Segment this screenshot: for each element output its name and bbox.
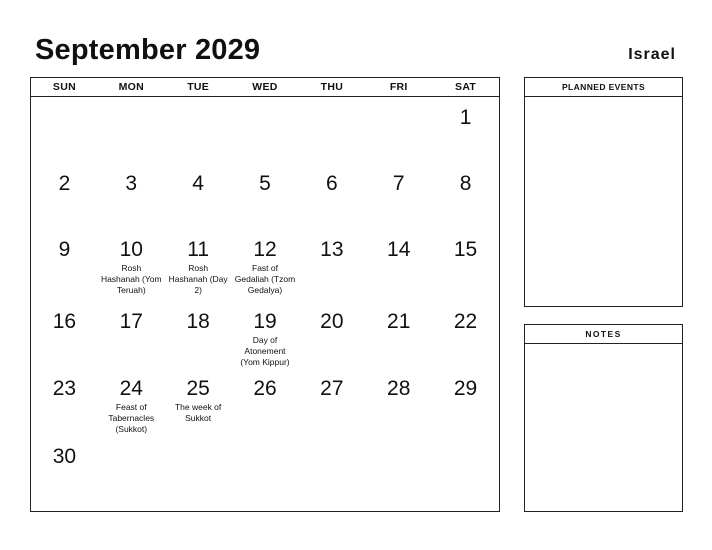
- day-cell: [298, 368, 365, 436]
- day-number: 26: [253, 377, 277, 400]
- day-grid: [31, 97, 499, 505]
- day-cell: [98, 229, 165, 301]
- day-number: 4: [192, 172, 204, 195]
- day-number: 27: [320, 377, 344, 400]
- day-cell: [365, 163, 432, 229]
- holiday-label: Feast of Tabernacles (Sukkot): [108, 402, 155, 434]
- day-cell: [165, 368, 232, 436]
- day-cell: [432, 163, 499, 229]
- day-number: 17: [119, 310, 143, 333]
- day-cell: [365, 97, 432, 163]
- day-cell: [98, 163, 165, 229]
- day-cell: [365, 368, 432, 436]
- weekday-header: SUN: [52, 81, 76, 93]
- holiday-label: Fast of Gedaliah (Tzom Gedalya): [234, 263, 296, 295]
- day-cell: [165, 436, 232, 505]
- day-cell: [98, 436, 165, 505]
- day-number: 13: [320, 238, 344, 261]
- weekday-header: THU: [320, 81, 344, 93]
- day-cell: [365, 436, 432, 505]
- day-cell: [31, 97, 98, 163]
- holiday-label: Rosh Hashanah (Yom Teruah): [100, 263, 162, 295]
- weekday-header: MON: [118, 81, 144, 93]
- day-cell: [232, 436, 299, 505]
- day-cell: [432, 229, 499, 301]
- day-number: 10: [119, 238, 143, 261]
- day-cell: [365, 229, 432, 301]
- holiday-label: Day of Atonement (Yom Kippur): [240, 335, 290, 367]
- day-number: 1: [459, 106, 472, 129]
- day-cell: [31, 163, 98, 229]
- day-number: 5: [259, 172, 271, 195]
- day-cell: [232, 163, 299, 229]
- day-cell: [298, 436, 365, 505]
- day-cell: [298, 229, 365, 301]
- day-number: 15: [453, 238, 478, 261]
- country-label: Israel: [628, 46, 676, 63]
- day-cell: [432, 301, 499, 368]
- day-number: 30: [52, 445, 77, 468]
- holiday-label: The week of Sukkot: [174, 402, 222, 423]
- planned-events-panel: [524, 77, 683, 307]
- day-number: 29: [453, 377, 478, 400]
- day-cell: [165, 229, 232, 301]
- day-cell: [432, 436, 499, 505]
- day-number: 8: [459, 172, 472, 195]
- day-cell: [31, 368, 98, 436]
- weekday-header: FRI: [389, 81, 408, 93]
- weekday-header: WED: [252, 81, 278, 93]
- day-cell: [31, 436, 98, 505]
- day-number: 22: [453, 310, 478, 333]
- day-number: 6: [326, 172, 338, 195]
- day-number: 11: [187, 238, 210, 261]
- weekday-header-row: [31, 78, 499, 97]
- holiday-label: Rosh Hashanah (Day 2): [168, 263, 228, 295]
- day-cell: [232, 97, 299, 163]
- day-number: 12: [253, 238, 277, 261]
- day-number: 25: [186, 377, 210, 400]
- day-number: 23: [52, 377, 77, 400]
- weekday-header: TUE: [187, 81, 210, 93]
- notes-panel: [524, 324, 683, 512]
- day-cell: [98, 368, 165, 436]
- day-cell: [165, 301, 232, 368]
- day-number: 14: [387, 238, 411, 261]
- day-cell: [365, 301, 432, 368]
- day-cell: [31, 301, 98, 368]
- day-cell: [165, 97, 232, 163]
- day-cell: [432, 97, 499, 163]
- day-number: 2: [58, 172, 71, 195]
- day-number: 20: [320, 310, 344, 333]
- weekday-header: SAT: [455, 81, 477, 93]
- day-cell: [298, 163, 365, 229]
- day-number: 19: [253, 310, 277, 333]
- day-number: 9: [58, 238, 71, 261]
- page-title: September 2029: [35, 34, 261, 66]
- day-cell: [298, 301, 365, 368]
- day-cell: [432, 368, 499, 436]
- notes-heading: NOTES: [525, 325, 682, 344]
- day-number: 24: [119, 377, 143, 400]
- day-cell: [165, 163, 232, 229]
- day-number: 16: [52, 310, 77, 333]
- day-number: 28: [387, 377, 411, 400]
- day-cell: [298, 97, 365, 163]
- planned-events-heading: PLANNED EVENTS: [525, 78, 682, 97]
- day-cell: [98, 97, 165, 163]
- day-cell: [232, 229, 299, 301]
- day-cell: [232, 301, 299, 368]
- calendar-grid: [30, 77, 500, 512]
- day-cell: [232, 368, 299, 436]
- day-number: 21: [387, 310, 411, 333]
- day-cell: [31, 229, 98, 301]
- day-number: 7: [392, 172, 405, 195]
- day-number: 3: [125, 172, 138, 195]
- day-number: 18: [186, 310, 210, 333]
- day-cell: [98, 301, 165, 368]
